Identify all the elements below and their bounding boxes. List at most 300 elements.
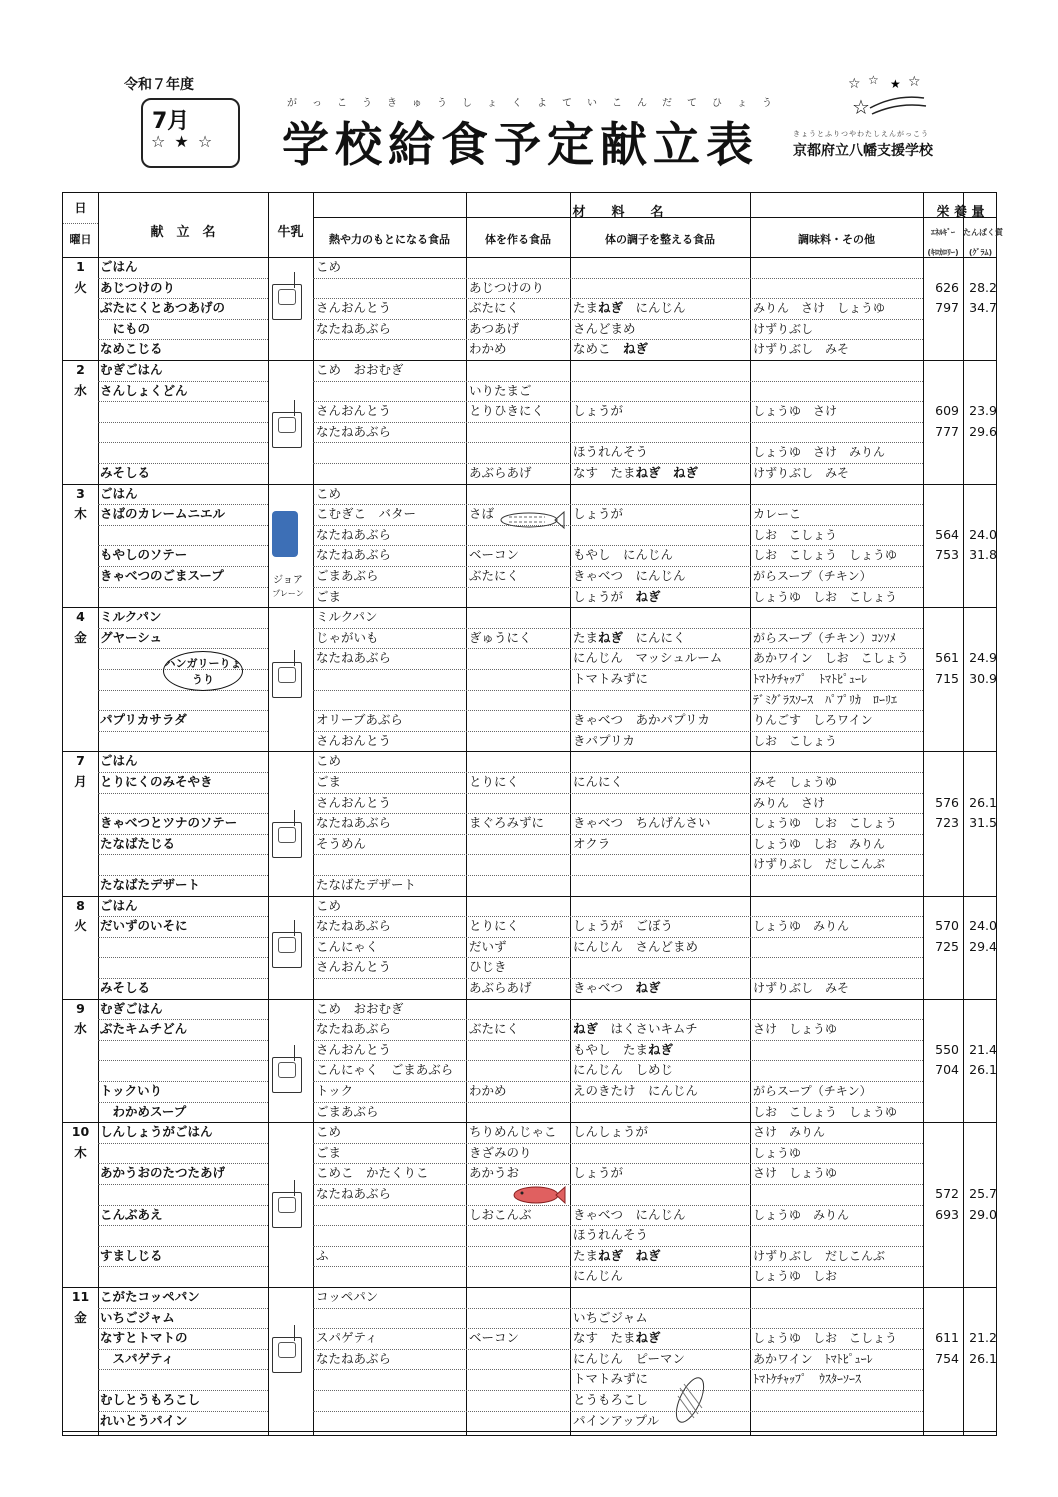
protein-value: 31.5 (969, 815, 997, 831)
energy-value: 576 (935, 794, 959, 810)
ingredient-s: しょうゆ みりん (753, 1207, 850, 1222)
header-seasoning: 調味料・その他 (798, 233, 875, 246)
milk-carton-icon (272, 1192, 302, 1228)
header-divider (63, 257, 996, 258)
ingredient-e: こんにゃく (316, 938, 379, 954)
ingredient-c: オクラ (573, 835, 611, 851)
ingredient-c: きパプリカ (573, 732, 635, 748)
header-day: 日 (74, 201, 87, 215)
menu-item: わかめスープ (100, 1103, 187, 1119)
menu-item: きゃべつとツナのソテー (100, 815, 238, 831)
ingredient-e: たなばたデザート (316, 877, 417, 892)
menu-item: あかうおのたつたあげ (100, 1165, 226, 1181)
menu-item: みそしる (100, 980, 151, 995)
row-divider (98, 1369, 268, 1370)
day-number: 2 (76, 362, 85, 377)
ingredient-s: カレーこ (753, 507, 802, 522)
ingredient-b: あぶらあげ (469, 980, 532, 995)
milk-carton-icon (272, 932, 302, 968)
menu-table (62, 192, 1003, 1436)
protein-value: 25.7 (969, 1186, 997, 1201)
ingredient-s: さけ しょうゆ (753, 1166, 838, 1181)
ingredient-e: こめこ かたくりこ (316, 1165, 429, 1181)
weekday: 木 (74, 506, 87, 522)
energy-value: 715 (935, 671, 959, 686)
ingredient-b: わかめ (469, 341, 507, 357)
ingredient-e: こめ (316, 259, 342, 274)
milk-carton-icon (272, 412, 302, 448)
ingredient-c: たまねぎ ねぎ (573, 1247, 661, 1263)
energy-value: 570 (935, 918, 959, 934)
ingredient-s: しょうゆ しお (753, 1269, 838, 1284)
ingredient-b: まぐろみずに (469, 815, 545, 831)
header-milk: 牛乳 (277, 225, 304, 240)
joa-name: ジョア (273, 575, 303, 586)
weekday: 月 (74, 774, 87, 789)
day-number: 3 (76, 485, 85, 501)
weekday: 火 (74, 918, 87, 934)
ingredient-e: なたねあぶら (316, 1021, 392, 1037)
ingredient-c: しょうが (573, 1165, 624, 1181)
ingredient-s: しお こしょう しょうゆ (753, 1104, 898, 1119)
ingredient-e: なたねあぶら (316, 547, 392, 563)
ingredient-e: なたねあぶら (316, 1186, 392, 1201)
energy-value: 797 (935, 300, 959, 316)
energy-value: 572 (935, 1186, 959, 1201)
ingredient-e: ごま (316, 1144, 342, 1160)
day-divider (63, 999, 996, 1000)
ingredient-c: しょうが (573, 506, 624, 522)
column-divider (923, 193, 924, 1435)
ingredient-c: たまねぎ にんじん (573, 300, 686, 316)
menu-item: さばのカレームニエル (100, 506, 226, 522)
ingredient-s: けずりぶし だしこんぶ (753, 1248, 886, 1263)
row-divider (98, 1225, 268, 1226)
milk-carton-icon (272, 1057, 302, 1093)
ingredient-e: こむぎこ バター (316, 506, 417, 522)
protein-value: 29.0 (969, 1206, 997, 1222)
ingredient-s: がらスープ（チキン） (753, 1084, 872, 1098)
ingredient-c: きゃべつ ねぎ (573, 980, 661, 995)
ingredient-s: みりん さけ しょうゆ (753, 301, 886, 316)
ingredient-e: さんおんとう (316, 732, 392, 748)
row-divider (98, 1266, 268, 1267)
ingredient-s: しょうゆ さけ みりん (753, 445, 886, 460)
row-divider (98, 442, 268, 443)
shooting-star-icon (846, 74, 930, 122)
ingredient-b: ぶたにく (469, 1021, 520, 1037)
protein-value: 31.8 (969, 547, 997, 563)
ingredient-b: きざみのり (469, 1144, 532, 1160)
header-weekday: 曜日 (69, 233, 92, 246)
menu-item: スパゲティ (100, 1350, 175, 1366)
ingredient-s: しょうゆ (753, 1145, 802, 1160)
corn-icon (668, 1374, 712, 1428)
fiscal-year: 令和７年度 (124, 77, 194, 93)
header-nutrition: 栄 養 量 (936, 205, 985, 220)
ingredient-c: にんじん マッシュルーム (573, 650, 723, 666)
ingredient-c: にんじん さんどまめ (573, 938, 699, 954)
ingredient-s: しょうゆ みりん (753, 919, 850, 934)
joa-label (268, 574, 308, 600)
energy-value: 609 (935, 403, 959, 419)
weekday: 木 (74, 1144, 87, 1160)
day-number: 4 (76, 609, 85, 625)
ingredient-e: さんおんとう (316, 300, 392, 316)
energy-value: 723 (935, 815, 959, 831)
row-divider (313, 1143, 923, 1144)
ingredient-c: しんしょうが (573, 1124, 649, 1140)
ingredient-s: けずりぶし だしこんぶ (753, 857, 886, 872)
day-divider (63, 484, 996, 485)
menu-item: ごはん (100, 259, 138, 274)
ingredient-e: トック (316, 1083, 354, 1098)
ingredient-e: さんおんとう (316, 959, 392, 975)
day-number: 11 (71, 1289, 90, 1304)
mackerel-icon (495, 508, 565, 532)
ingredient-c: にんじん しめじ (573, 1062, 674, 1078)
star-icon: ☆ ★ ☆ (151, 132, 215, 151)
title-ruby: がっこうきゅうしょくよていこんだてひょう (287, 98, 787, 109)
ingredient-b: あぶらあげ (469, 465, 532, 480)
ingredient-c: いちごジャム (573, 1309, 648, 1325)
ingredient-e: コッペパン (316, 1289, 379, 1304)
ingredient-s: あかワイン ﾄﾏﾄﾋﾟｭｰﾚ (753, 1351, 873, 1366)
weekday: 金 (74, 1309, 87, 1325)
protein-value: 24.0 (969, 526, 997, 542)
ingredient-e: なたねあぶら (316, 1350, 392, 1366)
menu-item: いちごジャム (100, 1309, 175, 1325)
header-condition-food: 体の調子を整える食品 (605, 233, 715, 246)
ingredient-e: ふ (316, 1247, 329, 1263)
ingredient-c: きゃべつ あかパプリカ (573, 712, 710, 728)
row-divider (98, 422, 268, 423)
energy-value: 611 (935, 1330, 959, 1346)
ingredient-s: さけ しょうゆ (753, 1022, 838, 1037)
ingredient-s: しょうゆ しお こしょう (753, 816, 898, 831)
ingredient-c: トマトみずに (573, 1371, 649, 1387)
protein-value: 28.2 (969, 279, 997, 295)
menu-item: たなばたじる (100, 835, 176, 851)
ingredient-c: にんにく (573, 774, 624, 789)
ingredient-s: しょうゆ さけ (753, 404, 838, 419)
energy-value: 561 (935, 650, 959, 666)
day-divider (63, 1287, 996, 1288)
ingredient-s: みりん さけ (753, 795, 826, 810)
ingredient-s: あかワイン しお こしょう (753, 651, 909, 666)
svg-text:☆: ☆ (868, 74, 879, 87)
ingredient-b: しおこんぶ (469, 1206, 532, 1222)
ingredient-e: なたねあぶら (316, 423, 392, 439)
joa-drink-icon (272, 511, 298, 557)
ingredient-e: なたねあぶら (316, 650, 392, 666)
protein-value: 24.9 (969, 650, 997, 666)
ingredient-s: しお こしょう (753, 527, 838, 542)
protein-value: 34.7 (969, 300, 997, 316)
menu-item: きゃべつのごまスープ (100, 568, 224, 583)
ingredient-b: ベーコン (469, 1330, 520, 1346)
ingredient-e: さんおんとう (316, 1041, 392, 1057)
svg-text:☆: ☆ (848, 76, 861, 92)
energy-value: 626 (935, 279, 959, 295)
row-divider (313, 957, 923, 958)
joa-sub: プレーン (272, 589, 304, 598)
energy-value: 704 (935, 1062, 959, 1078)
ingredient-b: ぎゅうにく (469, 629, 532, 645)
ingredient-e: なたねあぶら (316, 526, 392, 542)
ingredient-e: ミルクパン (316, 609, 378, 625)
row-divider (98, 1040, 268, 1041)
month-label: 7月 (152, 109, 190, 134)
ingredient-e: こめ (316, 897, 342, 913)
protein-value: 21.2 (969, 1330, 997, 1346)
menu-item: むぎごはん (100, 1000, 163, 1016)
ingredient-s: がらスープ（チキン） (753, 569, 872, 583)
row-divider (98, 648, 268, 649)
ingredient-e: なたねあぶら (316, 918, 392, 934)
ingredient-s: みそ しょうゆ (753, 775, 838, 789)
ingredient-b: あかうお (469, 1165, 520, 1181)
ingredient-s: ﾄﾏﾄｹﾁｬｯﾌﾟ ﾄﾏﾄﾋﾟｭｰﾚ (753, 672, 868, 686)
ingredient-c: しょうが ねぎ (573, 588, 661, 604)
weekday: 水 (74, 382, 87, 398)
ingredient-e: スパゲティ (316, 1330, 378, 1346)
ingredient-s: さけ みりん (753, 1125, 826, 1140)
menu-item: こんぶあえ (100, 1206, 163, 1222)
menu-item: ぶたにくとあつあげの (100, 300, 226, 316)
menu-item: ごはん (100, 753, 138, 769)
svg-text:☆: ☆ (852, 95, 870, 119)
ingredient-s: しょうゆ しお こしょう (753, 1331, 898, 1346)
day-number: 9 (76, 1000, 85, 1016)
ingredient-s: しょうゆ しお みりん (753, 836, 886, 851)
menu-item: ミルクパン (100, 609, 162, 625)
protein-value: 24.0 (969, 918, 997, 934)
protein-value: 30.9 (969, 671, 997, 686)
ingredient-e: じゃがいも (316, 629, 379, 645)
milk-carton-icon (272, 1337, 302, 1373)
energy-value: 564 (935, 526, 959, 542)
ingredient-b: いりたまご (469, 382, 532, 398)
energy-value: 753 (935, 547, 959, 563)
menu-item: むしとうもろこし (100, 1392, 201, 1407)
ingredient-c: なす たまねぎ (573, 1330, 661, 1346)
day-divider (63, 360, 996, 361)
header-subdivider (63, 223, 98, 224)
header-subdivider (923, 217, 996, 218)
ingredient-e: こめ おおむぎ (316, 1000, 404, 1016)
energy-value: 777 (935, 423, 959, 439)
ingredient-s: けずりぶし みそ (753, 466, 850, 480)
protein-value: 26.1 (969, 794, 997, 810)
ingredient-c: きゃべつ にんじん (573, 568, 686, 583)
menu-item: こがたコッペパン (100, 1289, 200, 1304)
ingredient-s: しお こしょう (753, 733, 838, 748)
row-divider (313, 422, 923, 423)
menu-item: あじつけのり (100, 279, 176, 295)
row-divider (98, 731, 268, 732)
weekday: 金 (74, 629, 87, 645)
energy-value: 693 (935, 1206, 959, 1222)
ingredient-e: さんおんとう (316, 403, 392, 419)
ingredient-s: ﾄﾏﾄｹﾁｬｯﾌﾟ ｳｽﾀｰｿｰｽ (753, 1372, 862, 1387)
menu-item: さんしょくどん (100, 382, 188, 398)
ingredient-b: わかめ (469, 1083, 507, 1098)
menu-item: むぎごはん (100, 362, 163, 377)
day-number: 8 (76, 897, 85, 913)
ingredient-b: ひじき (469, 959, 507, 975)
ingredient-c: たまねぎ にんにく (573, 629, 686, 645)
menu-item: パプリカサラダ (100, 712, 187, 728)
ingredient-b: ベーコン (469, 547, 520, 563)
ingredient-e: こめ (316, 753, 342, 769)
menu-item: トックいり (100, 1083, 163, 1098)
ingredient-e: こめ (316, 485, 342, 501)
ingredient-e: そうめん (316, 835, 367, 851)
ingredient-e: なたねあぶら (316, 320, 392, 336)
day-divider (63, 751, 996, 752)
month-box (141, 98, 240, 168)
ingredient-e: ごま (316, 774, 342, 789)
milk-carton-icon (272, 822, 302, 858)
weekday: 水 (74, 1021, 87, 1037)
ingredient-e: こめ おおむぎ (316, 362, 404, 377)
ingredient-b: ぶたにく (469, 568, 520, 583)
menu-item: ぶたキムチどん (100, 1021, 188, 1037)
header-energy-food: 熱や力のもとになる食品 (329, 233, 450, 246)
ingredient-b: だいず (469, 938, 507, 954)
ingredient-c: ほうれんそう (573, 1227, 649, 1243)
school-ruby: きょうとふりつやわたしえんがっこう (793, 130, 929, 138)
ingredient-b: さば (469, 506, 495, 522)
ingredient-s: けずりぶし (753, 321, 814, 336)
header-kcal-unit: (ｷﾛｶﾛﾘｰ) (927, 248, 959, 257)
column-divider (268, 193, 269, 1435)
ingredient-b: ぶたにく (469, 300, 520, 316)
protein-value: 29.6 (969, 423, 997, 439)
ingredient-c: えのきたけ にんじん (573, 1083, 699, 1098)
ingredient-e: なたねあぶら (316, 815, 392, 831)
row-divider (313, 381, 923, 382)
ingredient-e: こんにゃく ごまあぶら (316, 1062, 454, 1078)
ingredient-s: がらスープ（チキン）ｺﾝｿﾒ (753, 630, 896, 645)
svg-text:★: ★ (890, 77, 901, 91)
row-divider (98, 401, 268, 402)
ingredient-s: けずりぶし みそ (753, 342, 850, 357)
protein-value: 26.1 (969, 1062, 997, 1078)
menu-item: なすとトマトの (100, 1330, 188, 1346)
row-divider (98, 854, 268, 855)
ingredient-b: あじつけのり (469, 279, 545, 295)
row-divider (313, 793, 923, 794)
menu-item: にもの (100, 320, 151, 336)
menu-item: グヤーシュ (100, 629, 163, 645)
row-divider (98, 937, 268, 938)
header-protein-unit: (ｸﾞﾗﾑ) (968, 248, 993, 257)
protein-value: 29.4 (969, 938, 997, 954)
row-divider (313, 1184, 923, 1185)
day-number: 10 (71, 1124, 90, 1140)
menu-item: なめこじる (100, 341, 163, 357)
ingredient-e: ごまあぶら (316, 1103, 379, 1119)
header-materials: 材 料 名 (572, 205, 664, 220)
header-body-food: 体を作る食品 (485, 233, 551, 246)
ingredient-s: りんごす しろワイン (753, 713, 873, 728)
row-divider (98, 587, 268, 588)
protein-value: 26.1 (969, 1350, 997, 1366)
svg-text:☆: ☆ (908, 74, 921, 90)
ingredient-c: とうもろこし (573, 1392, 649, 1407)
ingredient-c: なめこ ねぎ (573, 341, 649, 357)
ingredient-b: あつあげ (469, 320, 520, 336)
ingredient-e: さんおんとう (316, 794, 392, 810)
menu-item: みそしる (100, 465, 151, 480)
ingredient-e: オリーブあぶら (316, 712, 403, 728)
day-number: 1 (76, 259, 85, 274)
header-protein: たんぱく質 (963, 228, 1003, 237)
school-name: 京都府立八幡支援学校 (793, 143, 933, 159)
hungary-bubble: ハンガリーりょうり (163, 651, 243, 691)
ingredient-c: きゃべつ ちんげんさい (573, 815, 711, 831)
ingredient-s: しお こしょう しょうゆ (753, 548, 898, 563)
protein-value: 21.4 (969, 1041, 997, 1057)
ingredient-b: とりにく (469, 774, 520, 789)
ingredient-b: とりひきにく (469, 403, 545, 419)
menu-item: しんしょうがごはん (100, 1124, 213, 1140)
day-divider (63, 607, 996, 608)
day-divider (63, 896, 996, 897)
ingredient-c: もやし にんじん (573, 547, 674, 563)
row-divider (98, 690, 268, 691)
energy-value: 550 (935, 1041, 959, 1057)
ingredient-c: なす たまねぎ ねぎ (573, 465, 699, 480)
energy-value: 754 (935, 1350, 959, 1366)
menu-item: すましじる (100, 1247, 163, 1263)
red-fish-icon (510, 1183, 566, 1207)
ingredient-c: しょうが ごぼう (573, 918, 674, 934)
day-divider (63, 1431, 996, 1432)
row-divider (313, 278, 923, 279)
milk-carton-icon (272, 284, 302, 320)
day-number: 7 (76, 753, 85, 769)
ingredient-c: さんどまめ (573, 320, 636, 336)
header-kcal: ｴﾈﾙｷﾞｰ (931, 228, 955, 237)
menu-item: れいとうパイン (100, 1412, 188, 1428)
header-subdivider (313, 217, 923, 218)
menu-item: ごはん (100, 485, 138, 501)
ingredient-b: ちりめんじゃこ (469, 1124, 557, 1140)
row-divider (98, 1184, 268, 1185)
menu-item: ごはん (100, 897, 138, 913)
page-title: 学校給食予定献立表 (282, 118, 759, 173)
ingredient-c: にんじん (573, 1268, 624, 1284)
protein-value: 23.9 (969, 403, 997, 419)
ingredient-c: ほうれんそう (573, 444, 649, 460)
ingredient-e: ごまあぶら (316, 568, 379, 583)
weekday: 火 (74, 279, 87, 295)
ingredient-c: にんじん ピーマン (573, 1350, 686, 1366)
row-divider (98, 1060, 268, 1061)
ingredient-s: しょうゆ しお こしょう (753, 589, 898, 604)
menu-item: だいずのいそに (100, 918, 188, 934)
row-divider (98, 1143, 268, 1144)
milk-carton-icon (272, 662, 302, 698)
ingredient-c: しょうが (573, 403, 624, 419)
menu-item: もやしのソテー (100, 547, 188, 563)
ingredient-s: けずりぶし みそ (753, 981, 850, 995)
row-divider (98, 793, 268, 794)
ingredient-s: ﾃﾞﾐｸﾞﾗｽｿｰｽ ﾊﾟﾌﾟﾘｶ ﾛｰﾘｴ (753, 692, 898, 707)
